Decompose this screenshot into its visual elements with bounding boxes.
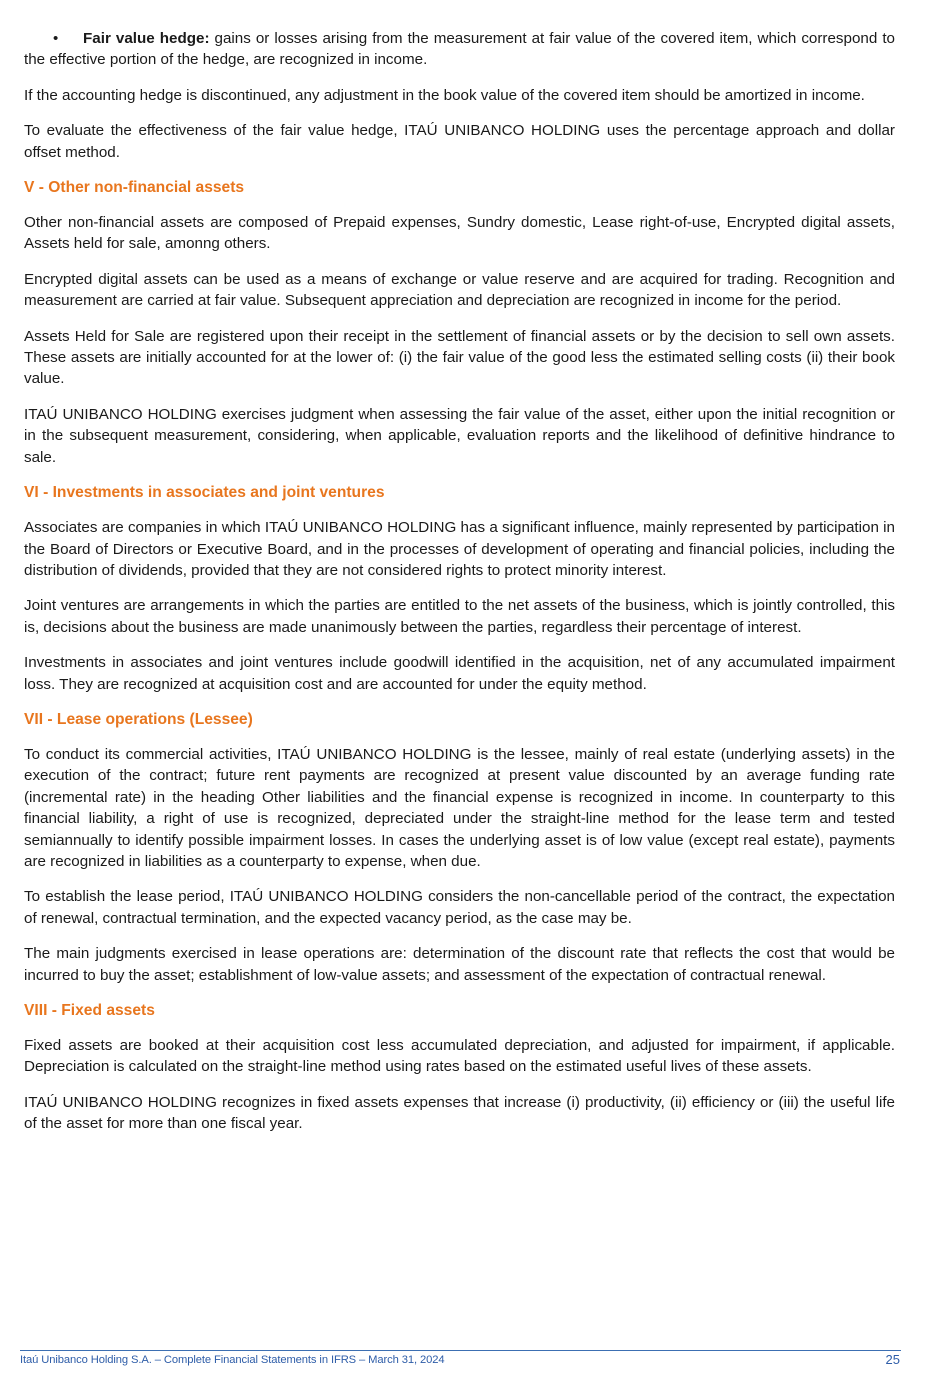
footer-divider — [20, 1350, 901, 1351]
paragraph: To establish the lease period, ITAÚ UNIBANCO HOLDING considers the non-cancellable period of the contract, the expectation of renewal, contractual termination, and the expected vacancy period, as the case may be. — [24, 888, 895, 927]
paragraph: ITAÚ UNIBANCO HOLDING recognizes in fixed assets expenses that increase (i) productivity, (ii) efficiency or (iii) the useful life of the asset for more than one fiscal year. — [24, 1093, 895, 1133]
paragraph: Other non-financial assets are composed of Prepaid expenses, Sundry domestic, Lease right-of-use, Encrypted digital assets, Assets held for sale, amonng others. — [24, 214, 895, 253]
paragraph: Fixed assets are booked at their acquisition cost less accumulated depreciation, and adjusted for impairment, if applicable. Depreciation is calculated on the straight-line method using rates based on the estimated useful lives of these assets. — [24, 1037, 895, 1076]
page-number: 25 — [885, 1352, 900, 1367]
paragraph: ITAÚ UNIBANCO HOLDING exercises judgment when assessing the fair value of the asset, either upon the initial recognition or in the subsequent measurement, considering, when applicable, evaluation reports and the likelihood of definitive hindrance to sale. — [24, 405, 895, 466]
paragraph: To evaluate the effectiveness of the fair value hedge, ITAÚ UNIBANCO HOLDING uses the percentage approach and dollar offset method. — [24, 122, 895, 161]
paragraph: Associates are companies in which ITAÚ UNIBANCO HOLDING has a significant influence, mainly represented by participation in the Board of Directors or Executive Board, and in the processes of development of operating and financial policies, including the distribution of dividends, provided that they are not considered rights to protect minority interest. — [24, 519, 895, 579]
section-heading-vi: VI - Investments in associates and joint ventures — [24, 484, 385, 502]
paragraph: Encrypted digital assets can be used as a means of exchange or value reserve and are acquired for trading. Recognition and measurement are carried at fair value. Subsequent appreciation and depreciation are recognized in income for the period. — [24, 270, 895, 310]
paragraph: To conduct its commercial activities, ITAÚ UNIBANCO HOLDING is the lessee, mainly of real estate (underlying assets) in the execution of the contract; future rent payments are recognized at present value discounted by an average funding rate (incremental rate) in the heading Other liabilities and the financial expense is recognized in income. In counterparty to this financial liability, a right of use is recognized, depreciated under the straight-line method for the lease term and tested semiannually to identify possible impairment losses. In cases the underlying asset is of low value (except real estate), payments are recognized in liabilities as a counterparty to expense, when due. — [24, 745, 895, 870]
bullet-label: Fair value hedge: — [83, 30, 210, 47]
paragraph: If the accounting hedge is discontinued, any adjustment in the book value of the covered item should be amortized in income. — [24, 86, 865, 104]
section-heading-v: V - Other non-financial assets — [24, 179, 245, 197]
section-heading-viii: VIII - Fixed assets — [24, 1002, 155, 1019]
bullet-text: gains or losses arising from the measurement at fair value of the covered item, which correspond to the effective portion of the hedge, are recognized in income. — [24, 30, 895, 69]
bullet-fair-value-hedge — [24, 28, 895, 71]
document-body — [24, 28, 895, 1149]
paragraph: Joint ventures are arrangements in which the parties are entitled to the net assets of the business, which is jointly controlled, this is, decisions about the business are made unanimously between the parties, regardless their percentage of interest. — [24, 597, 895, 636]
section-heading-vii: VII - Lease operations (Lessee) — [24, 710, 253, 728]
paragraph: Assets Held for Sale are registered upon their receipt in the settlement of financial assets or by the decision to sell own assets. These assets are initially accounted for at the lower of: (i) the fair value of the good less the estimated selling costs (ii) their book value. — [24, 327, 895, 388]
paragraph: The main judgments exercised in lease operations are: determination of the discount rate that reflects the cost that would be incurred to buy the asset; establishment of low-value assets; and assessment of the expectation of contractual renewal. — [24, 945, 895, 984]
bullet-icon: • — [53, 30, 59, 47]
footer-text: Itaú Unibanco Holding S.A. – Complete Financial Statements in IFRS – March 31, 2024 — [20, 1354, 445, 1366]
paragraph: Investments in associates and joint ventures include goodwill identified in the acquisition, net of any accumulated impairment loss. They are recognized at acquisition cost and are accounted for under the equity method. — [24, 654, 895, 693]
